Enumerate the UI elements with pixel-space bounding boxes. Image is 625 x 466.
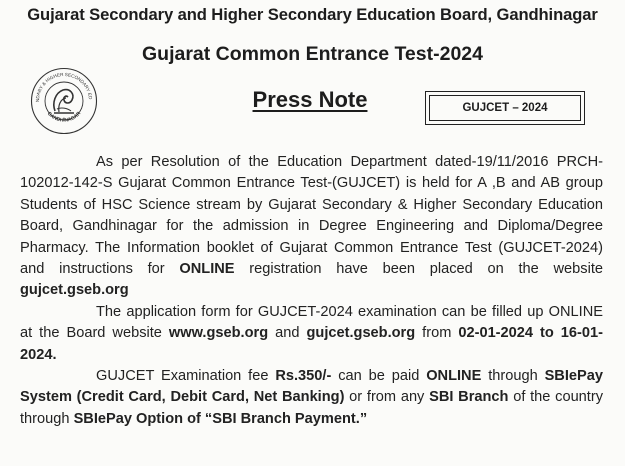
paragraph-resolution [20,152,603,302]
p2-text-and: and [268,325,307,342]
p2-text-from: from [415,325,459,342]
p2-dates: 02-01-2024 to 16-01-2024. [20,325,603,363]
p2-site-gujcet: gujcet.gseb.org [306,325,416,342]
p3-text-a: GUJCET Examination fee [96,368,276,385]
p1-text-b: registration have been placed on the website [234,261,603,278]
paragraph-application [20,302,603,366]
press-note-body [20,152,603,430]
p2-site-gseb: www.gseb.org [168,325,269,342]
exam-title: Gujarat Common Entrance Test-2024 [142,43,483,65]
p3-text-d: or from any [344,389,430,406]
seal-text-top: NDARY & HIGHER SECONDARY ED [34,71,93,103]
paragraph-fee [20,366,603,430]
seal-text-bottom: GANDHINAGAR [45,110,83,124]
gujcet-label-box [425,91,585,125]
board-seal-logo [30,67,98,135]
p3-sbiepay: SBIePay System (Credit Card, Debit Card, Net Banking) [20,368,603,406]
p3-option: SBIePay Option of “SBI Branch Payment.” [73,410,368,427]
p3-fee: Rs.350/- [275,368,332,385]
gujcet-label: GUJCET – 2024 [429,95,581,121]
svg-text:GUJARAT SECONDARY & HIGHER SEC [30,67,93,102]
p1-online: ONLINE [179,261,235,278]
p3-branch: SBI Branch [429,389,509,406]
p3-text-b: can be paid [331,368,427,385]
p3-text-c: through [481,368,545,385]
p3-text-e: of the country through [20,389,604,427]
press-note-heading: Press Note [252,87,368,112]
p2-text-a: The application form for GUJCET-2024 examination can be filled up ONLINE at the Board website [20,303,603,342]
p3-online: ONLINE [426,368,482,385]
board-name: Gujarat Secondary and Higher Secondary Education Board, Gandhinagar [27,5,598,24]
p1-website: gujcet.gseb.org [20,282,129,299]
p1-text-a: As per Resolution of the Education Department dated-19/11/2016 PRCH-102012-142-S Gujarat Common Entrance Test-(GUJCET) is held for A ,B and AB group Students of HSC Science stream by Gujarat Secondary & Higher Secondary Education Board, Gandhinagar for the admission in Degree Engineering and Diploma/Degree Pharmacy. The Information booklet of Gujarat Common Entrance Test (GUJCET-2024) and instructions for [20,154,603,278]
